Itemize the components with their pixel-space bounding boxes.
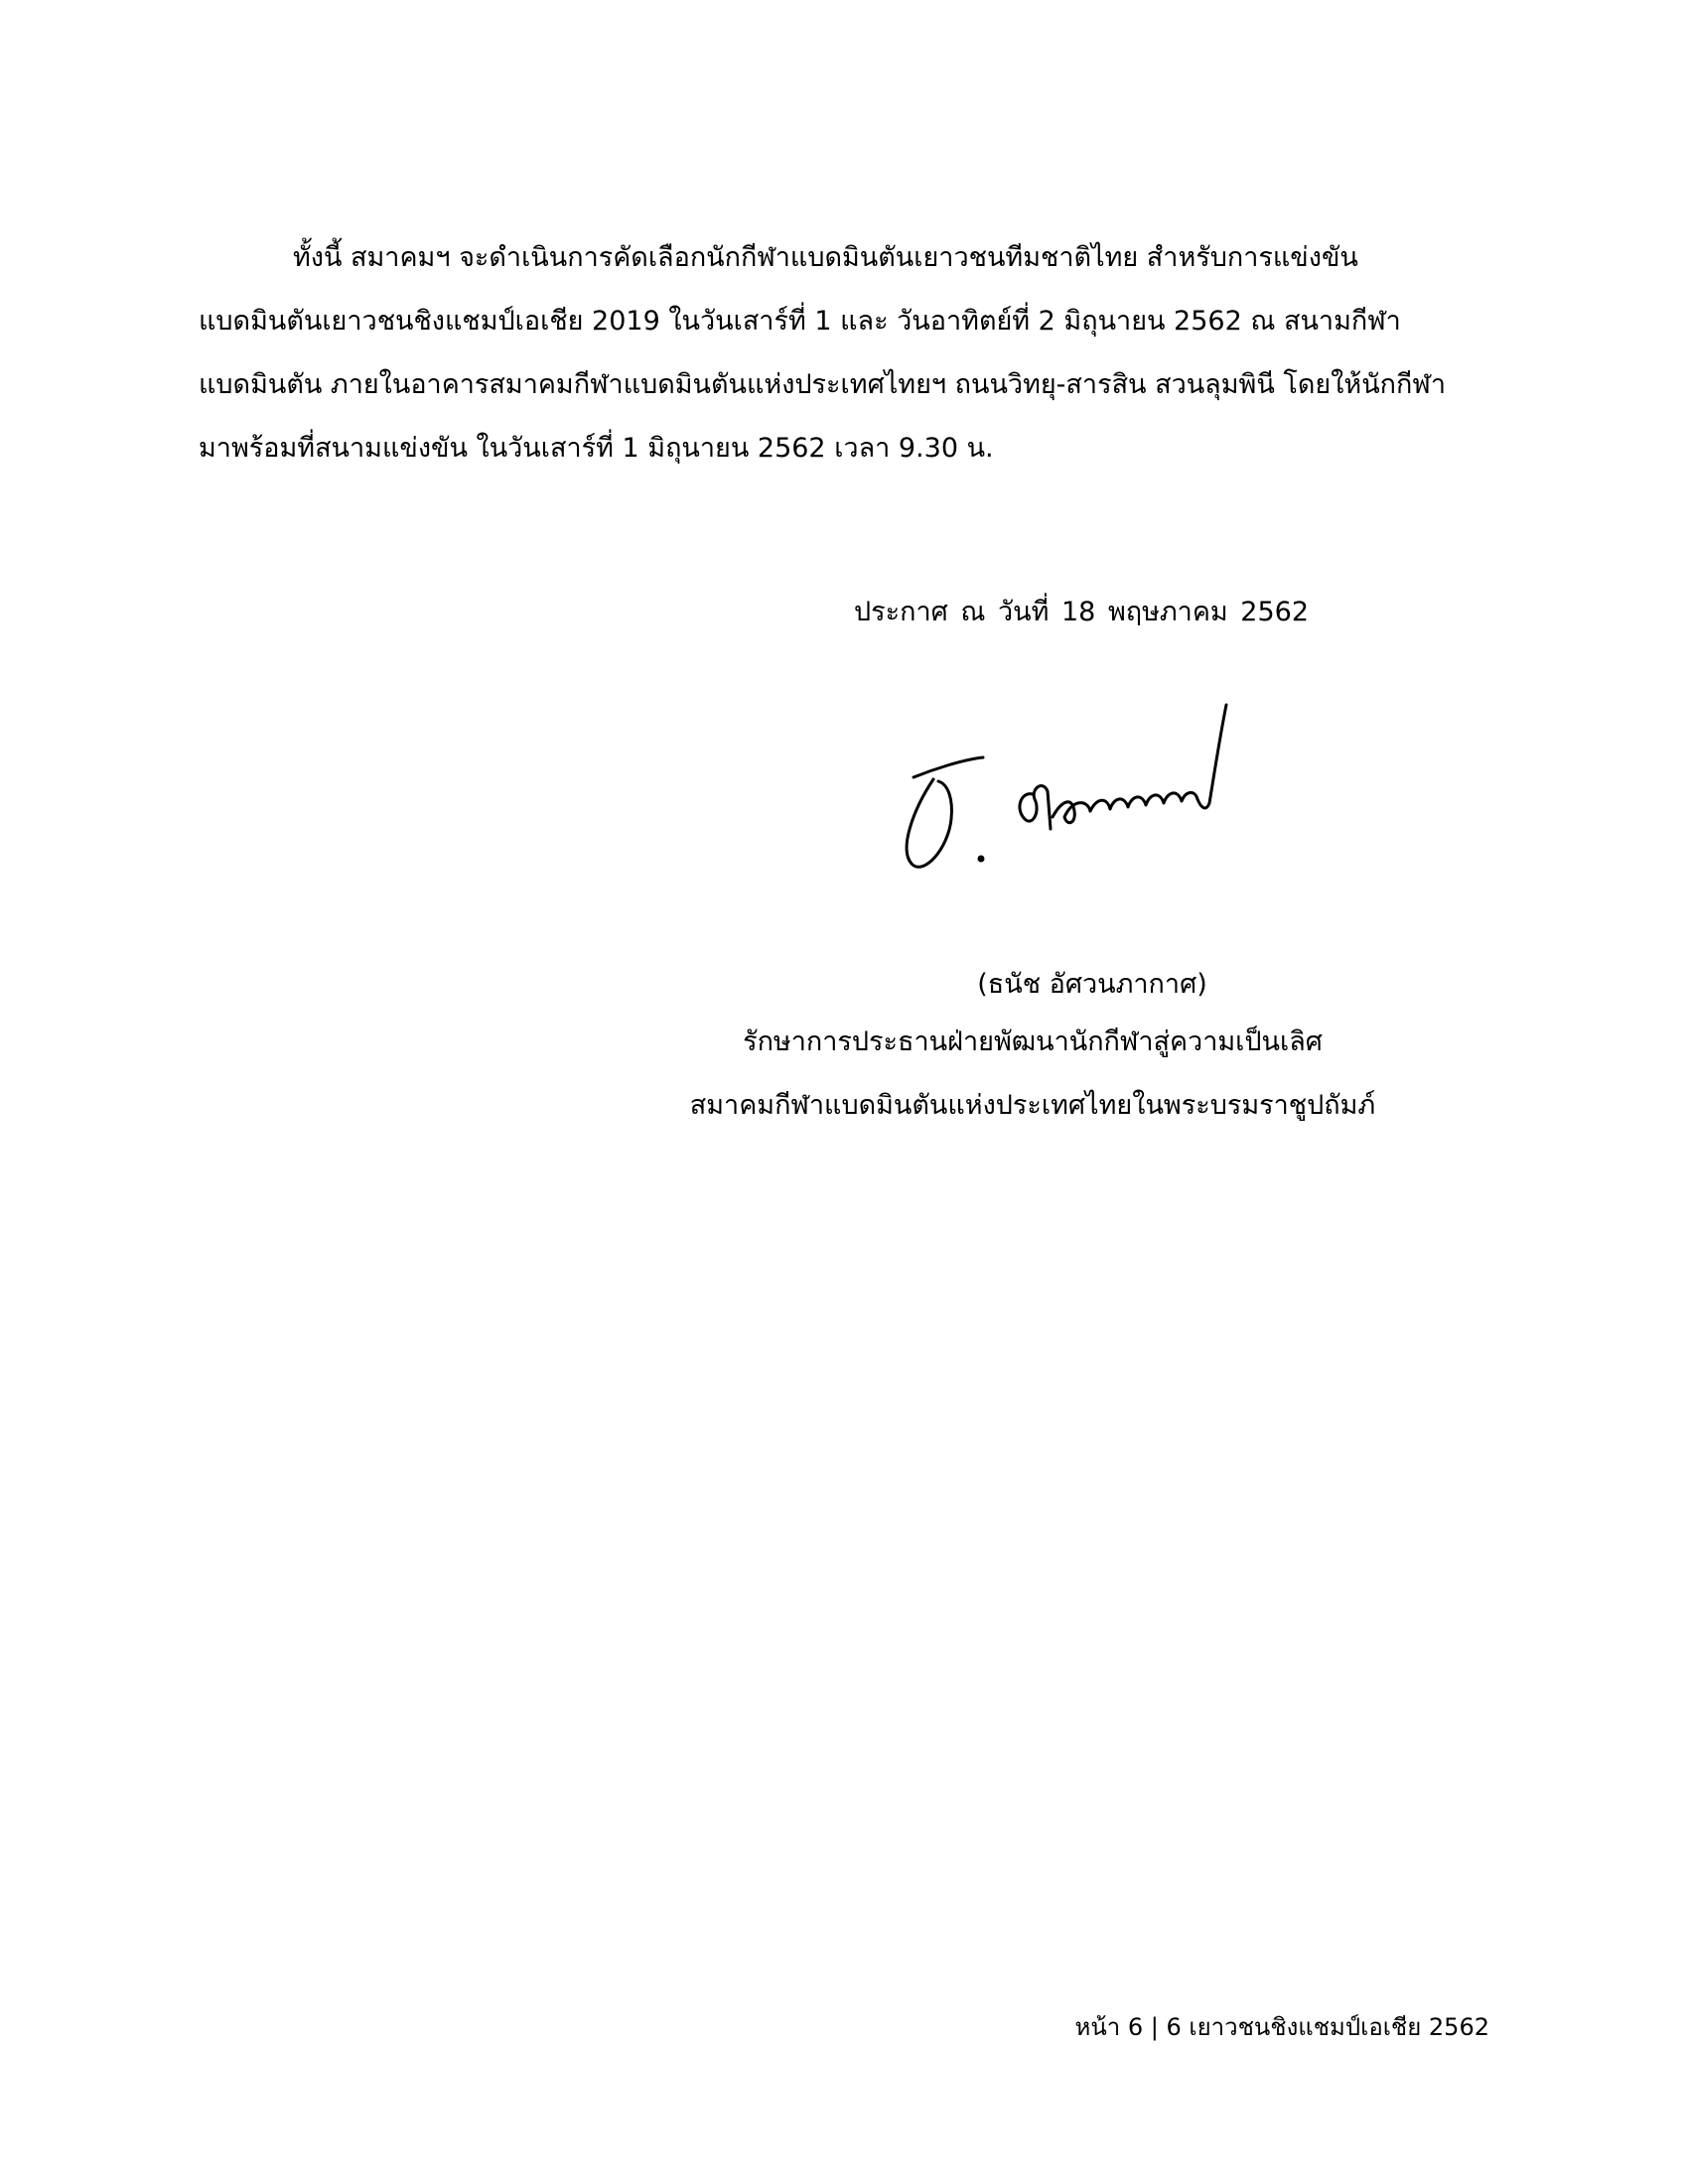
page-footer: หน้า 6 | 6 เยาวชนชิงแชมป์เอเชีย 2562 (1074, 2013, 1489, 2041)
body-line-4: มาพร้อมที่สนามแข่งขัน ในวันเสาร์ที่ 1 มิถุนายน 2562 เวลา 9.30 น. (199, 433, 994, 464)
body-line-2: แบดมินตันเยาวชนชิงแชมป์เอเชีย 2019 ในวันเสาร์ที่ 1 และ วันอาทิตย์ที่ 2 มิถุนายน 2562 ณ สนามกีฬา (199, 306, 1401, 337)
handwritten-signature (894, 700, 1291, 898)
signatory-position: รักษาการประธานฝ่ายพัฒนานักกีฬาสู่ความเป็นเลิศ (743, 1026, 1323, 1057)
body-line-3: แบดมินตัน ภายในอาคารสมาคมกีฬาแบดมินตันแห่งประเทศไทยฯ ถนนวิทยุ-สารสิน สวนลุมพินี โดยให้นักกีฬา (199, 369, 1446, 400)
signatory-name: (ธนัช อัศวนภากาศ) (977, 969, 1207, 1000)
body-line-1: ทั้งนี้ สมาคมฯ จะดำเนินการคัดเลือกนักกีฬาแบดมินตันเยาวชนทีมชาติไทย สำหรับการแข่งขัน (293, 242, 1358, 273)
signatory-organization: สมาคมกีฬาแบดมินตันแห่งประเทศไทยในพระบรมราชูปถัมภ์ (689, 1090, 1376, 1121)
announcement-date: ประกาศ ณ วันที่ 18 พฤษภาคม 2562 (854, 597, 1309, 627)
